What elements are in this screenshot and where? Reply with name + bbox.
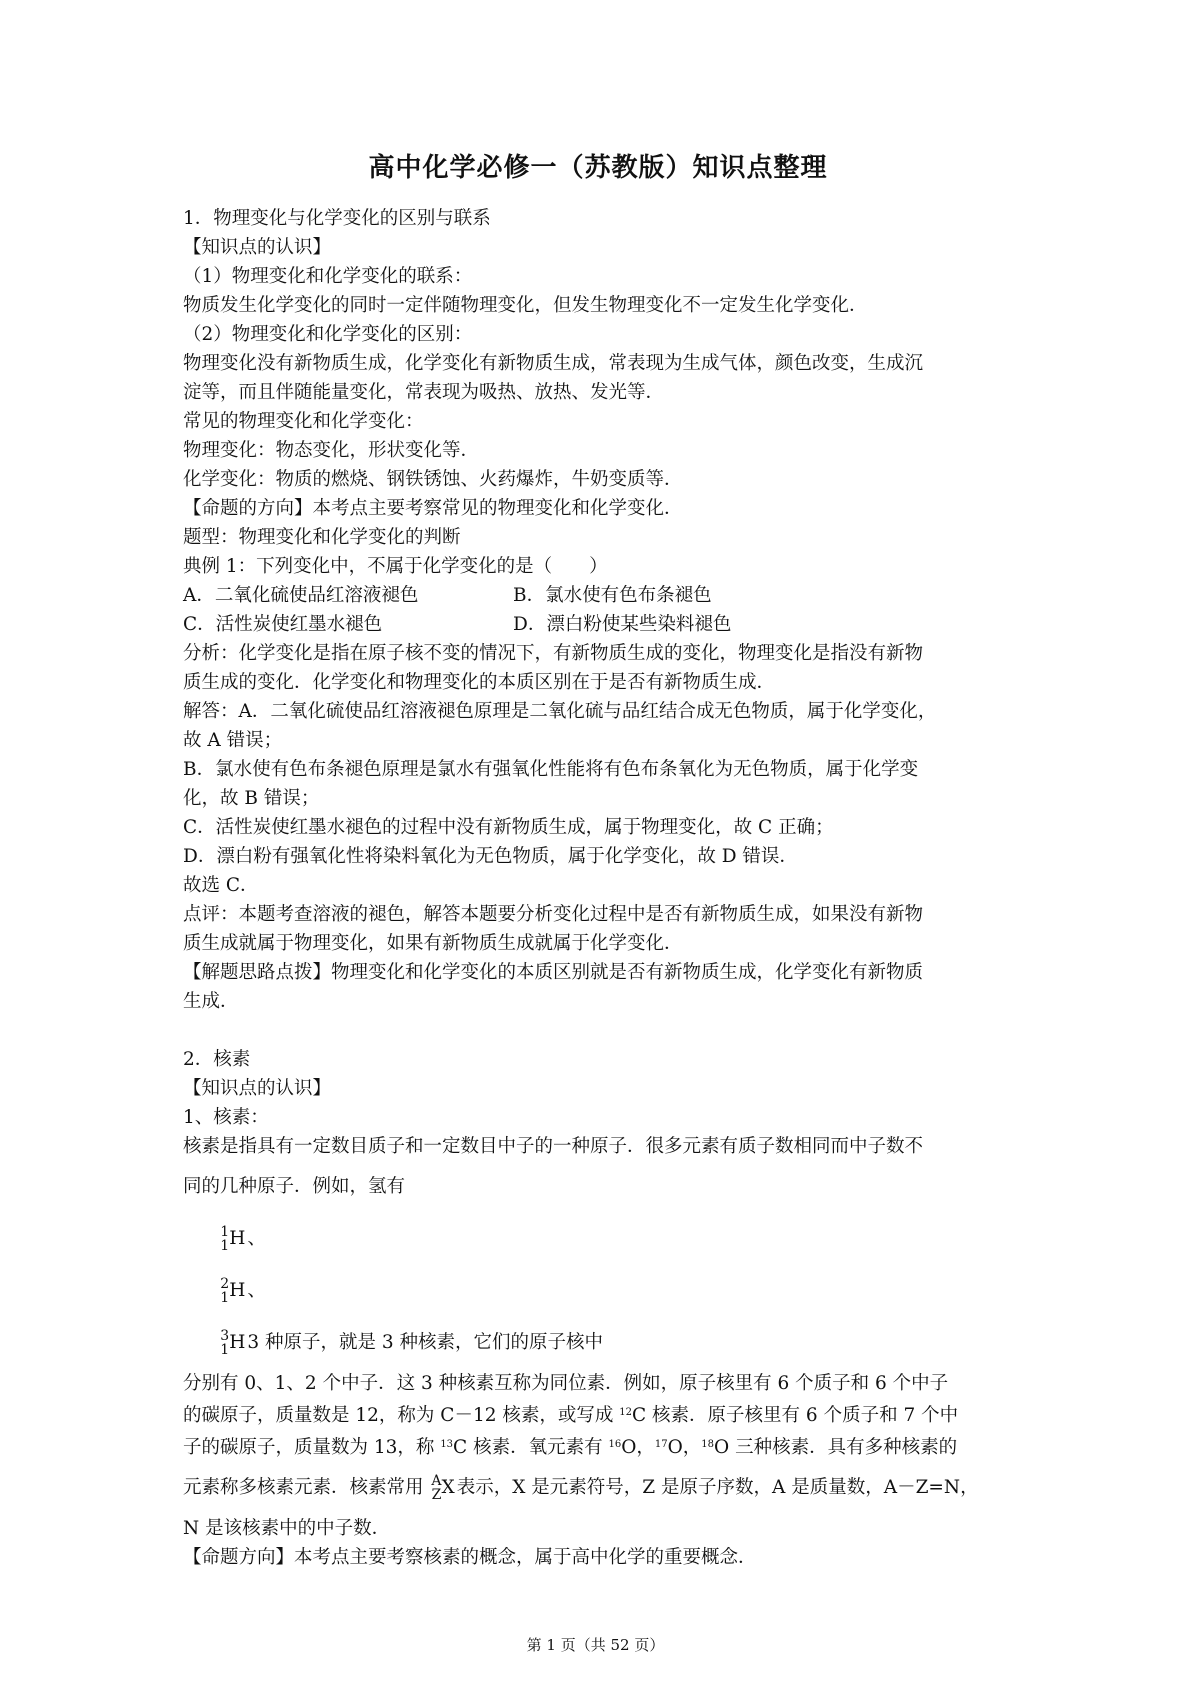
- paragraph: 物理变化：物态变化，形状变化等．: [183, 440, 480, 461]
- page-footer: 第 1 页（共 52 页）: [526, 1636, 665, 1654]
- paragraph: 核素是指具有一定数目质子和一定数目中子的一种原子．很多元素有质子数相同而中子数不: [183, 1136, 924, 1157]
- nuclide-h2: [220, 1265, 245, 1317]
- mass-number: 3: [220, 1328, 230, 1344]
- paragraph: 物理变化没有新物质生成，化学变化有新物质生成，常表现为生成气体，颜色改变，生成沉: [183, 353, 924, 374]
- knowledge-tag: 【知识点的认识】: [183, 1078, 332, 1099]
- option-b: B．氯水使有色布条褪色: [513, 585, 712, 606]
- paragraph-with-nuclides: [183, 1161, 1013, 1369]
- section-1: [183, 204, 1013, 1016]
- atomic-number: 1: [220, 1342, 230, 1358]
- knowledge-tag: 【知识点的认识】: [183, 237, 332, 258]
- element-symbol: X: [441, 1477, 455, 1498]
- paragraph: N 是该核素中的中子数．: [183, 1518, 391, 1539]
- mass-number: 18: [701, 1439, 715, 1450]
- nuclide-notation: [431, 1462, 454, 1514]
- answer: 解答：A．二氧化硫使品红溶液褪色原理是二氧化硫与品红结合成无色物质，属于化学变化，: [183, 701, 937, 722]
- nuclide-h3: [220, 1317, 245, 1369]
- text-span: 同的几种原子．例如，氢有: [183, 1176, 406, 1197]
- answer: D．漂白粉有强氧化性将染料氧化为无色物质，属于化学变化，故 D 错误．: [183, 846, 798, 867]
- atomic-number: Z: [431, 1487, 442, 1503]
- paragraph: 常见的物理变化和化学变化：: [183, 411, 424, 432]
- text-span: C 核素．氧元素有: [453, 1437, 609, 1458]
- atomic-number: 1: [220, 1238, 230, 1254]
- answer: B．氯水使有色布条褪色原理是氯水有强氧化性能将有色布条氧化为无色物质，属于化学变: [183, 759, 919, 780]
- paragraph: [183, 1430, 1013, 1462]
- text-span: 表示，X 是元素符号，Z 是原子序数，A 是质量数，A－Z=N，: [456, 1477, 979, 1498]
- answer: C．活性炭使红墨水褪色的过程中没有新物质生成，属于物理变化，故 C 正确；: [183, 817, 834, 838]
- mass-number: 1: [220, 1224, 230, 1240]
- nuclide-h1: [220, 1213, 245, 1265]
- mass-number: 2: [220, 1276, 230, 1292]
- analysis: 分析：化学变化是指在原子核不变的情况下，有新物质生成的变化，物理变化是指没有新物: [183, 643, 924, 664]
- paragraph-with-notation: [183, 1462, 1013, 1514]
- paragraph: （1）物理变化和化学变化的联系：: [183, 266, 473, 287]
- element-symbol: H: [229, 1332, 246, 1353]
- section-2: [183, 1045, 1013, 1572]
- document-page: [183, 150, 1013, 1572]
- text-span: 3 种原子，就是 3 种核素，它们的原子核中: [247, 1332, 604, 1353]
- separator: 、: [247, 1228, 266, 1249]
- option-c: C．活性炭使红墨水褪色: [183, 614, 383, 635]
- paragraph: 题型：物理变化和化学变化的判断: [183, 527, 461, 548]
- comment: 质生成就属于物理变化，如果有新物质生成就属于化学变化．: [183, 933, 683, 954]
- direction-tag-line: 【命题的方向】本考点主要考察常见的物理变化和化学变化．: [183, 498, 683, 519]
- text-span: O，: [621, 1437, 655, 1458]
- separator: 、: [247, 1280, 266, 1301]
- text-span: O，: [667, 1437, 702, 1458]
- option-d: D．漂白粉使某些染料褪色: [513, 614, 732, 635]
- document-title: 高中化学必修一（苏教版）知识点整理: [368, 153, 828, 183]
- options-row: [183, 581, 1013, 610]
- paragraph: 分别有 0、1、2 个中子．这 3 种核素互称为同位素．例如，原子核里有 6 个质子和 6 个中子: [183, 1373, 949, 1394]
- example-question: 典例 1：下列变化中，不属于化学变化的是（ ）: [183, 556, 608, 577]
- paragraph: 化学变化：物质的燃烧、钢铁锈蚀、火药爆炸，牛奶变质等．: [183, 469, 683, 490]
- paragraph: 物质发生化学变化的同时一定伴随物理变化，但发生物理变化不一定发生化学变化．: [183, 295, 868, 316]
- text-span: 元素称多核素元素．核素常用: [183, 1477, 430, 1498]
- options-row: [183, 610, 1013, 639]
- text-span: O 三种核素．具有多种核素的: [714, 1437, 958, 1458]
- mass-number: 16: [608, 1439, 622, 1450]
- mass-number: 13: [440, 1439, 454, 1450]
- tip: 生成．: [183, 991, 239, 1012]
- text-span: 的碳原子，质量数是 12，称为 C－12 核素，或写成: [183, 1405, 620, 1426]
- paragraph: 淀等，而且伴随能量变化，常表现为吸热、放热、发光等．: [183, 382, 665, 403]
- paragraph: [183, 1398, 1013, 1430]
- option-a: A．二氧化硫使品红溶液褪色: [183, 585, 419, 606]
- paragraph: 1、核素：: [183, 1107, 269, 1128]
- comment: 点评：本题考查溶液的褪色，解答本题要分析变化过程中是否有新物质生成，如果没有新物: [183, 904, 924, 925]
- text-span: 子的碳原子，质量数为 13，称: [183, 1437, 441, 1458]
- text-span: C 核素．原子核里有 6 个质子和 7 个中: [632, 1405, 959, 1426]
- section-heading: 2．核素: [183, 1049, 251, 1070]
- atomic-number: 1: [220, 1290, 230, 1306]
- tip: 【解题思路点拨】物理变化和化学变化的本质区别就是否有新物质生成，化学变化有新物质: [183, 962, 924, 983]
- element-symbol: H: [229, 1228, 246, 1249]
- section-heading: 1．物理变化与化学变化的区别与联系: [183, 208, 491, 229]
- direction-tag-line: 【命题方向】本考点主要考察核素的概念，属于高中化学的重要概念．: [183, 1547, 757, 1568]
- paragraph: （2）物理变化和化学变化的区别：: [183, 324, 473, 345]
- answer: 化，故 B 错误；: [183, 788, 320, 809]
- analysis: 质生成的变化．化学变化和物理变化的本质区别在于是否有新物质生成．: [183, 672, 776, 693]
- answer: 故选 C．: [183, 875, 259, 896]
- answer: 故 A 错误；: [183, 730, 283, 751]
- mass-number: 12: [619, 1407, 632, 1418]
- section-gap: [183, 1016, 1013, 1045]
- element-symbol: H: [229, 1280, 246, 1301]
- mass-number: A: [431, 1473, 442, 1489]
- mass-number: 17: [654, 1439, 668, 1450]
